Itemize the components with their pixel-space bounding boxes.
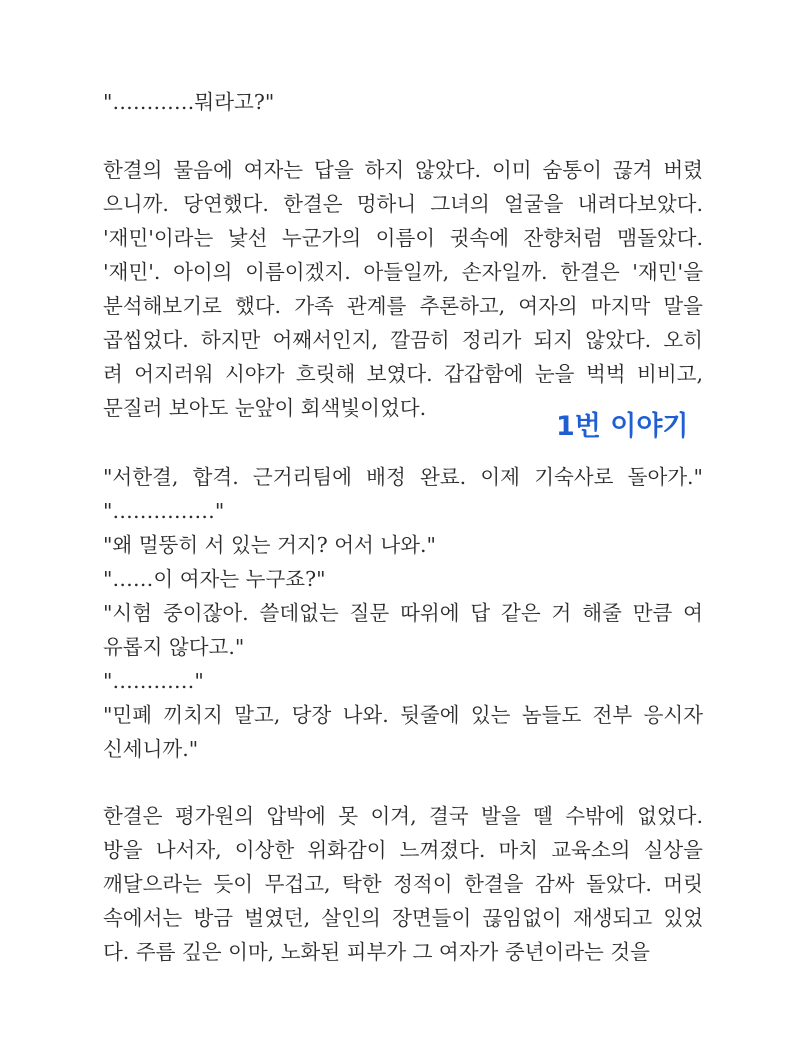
text-line: 깨달으라는 듯이 무겁고, 탁한 정적이 한결을 감싸 돌았다. 머릿 bbox=[103, 872, 703, 896]
text-line: '재민'이라는 낯선 누군가의 이름이 귓속에 잔향처럼 맴돌았다. bbox=[103, 226, 703, 250]
text-line: 유롭지 않다고." bbox=[103, 635, 245, 659]
text-line: 속에서는 방금 벌였던, 살인의 장면들이 끊임없이 재생되고 있었 bbox=[103, 906, 703, 930]
text-line: "……………" bbox=[103, 499, 225, 523]
text-line: 신세니까." bbox=[103, 737, 199, 761]
text-line: "민폐 끼치지 말고, 당장 나와. 뒷줄에 있는 놈들도 전부 응시자 bbox=[103, 703, 703, 727]
text-line: '재민'. 아이의 이름이겠지. 아들일까, 손자일까. 한결은 '재민'을 bbox=[103, 260, 703, 284]
text-line: 문질러 보아도 눈앞이 회색빛이었다. bbox=[103, 396, 427, 420]
text-line: "…………" bbox=[103, 669, 204, 693]
text-line: "……이 여자는 누구죠?" bbox=[103, 567, 326, 591]
text-line: 려 어지러워 시야가 흐릿해 보였다. 갑갑함에 눈을 벅벅 비비고, bbox=[103, 362, 703, 386]
text-line: 한결의 물음에 여자는 답을 하지 않았다. 이미 숨통이 끊겨 버렸 bbox=[103, 158, 703, 182]
text-line: 분석해보기로 했다. 가족 관계를 추론하고, 여자의 마지막 말을 bbox=[103, 294, 703, 318]
story-label: 1번 이야기 bbox=[556, 411, 689, 442]
text-line: "서한결, 합격. 근거리팀에 배정 완료. 이제 기숙사로 돌아가." bbox=[103, 465, 703, 489]
text-line: 방을 나서자, 이상한 위화감이 느껴졌다. 마치 교육소의 실상을 bbox=[103, 838, 703, 862]
text-line: "…………뭐라고?" bbox=[103, 90, 275, 114]
text-line: 다. 주름 깊은 이마, 노화된 피부가 그 여자가 중년이라는 것을 bbox=[103, 940, 650, 964]
text-line: "왜 멀뚱히 서 있는 거지? 어서 나와." bbox=[103, 533, 436, 557]
text-line: 으니까. 당연했다. 한결은 멍하니 그녀의 얼굴을 내려다보았다. bbox=[103, 192, 703, 216]
text-line: 곱씹었다. 하지만 어째서인지, 깔끔히 정리가 되지 않았다. 오히 bbox=[103, 328, 703, 352]
text-line: 한결은 평가원의 압박에 못 이겨, 결국 발을 뗄 수밖에 없었다. bbox=[103, 804, 703, 828]
text-line: "시험 중이잖아. 쓸데없는 질문 따위에 답 같은 거 해줄 만큼 여 bbox=[103, 601, 703, 625]
